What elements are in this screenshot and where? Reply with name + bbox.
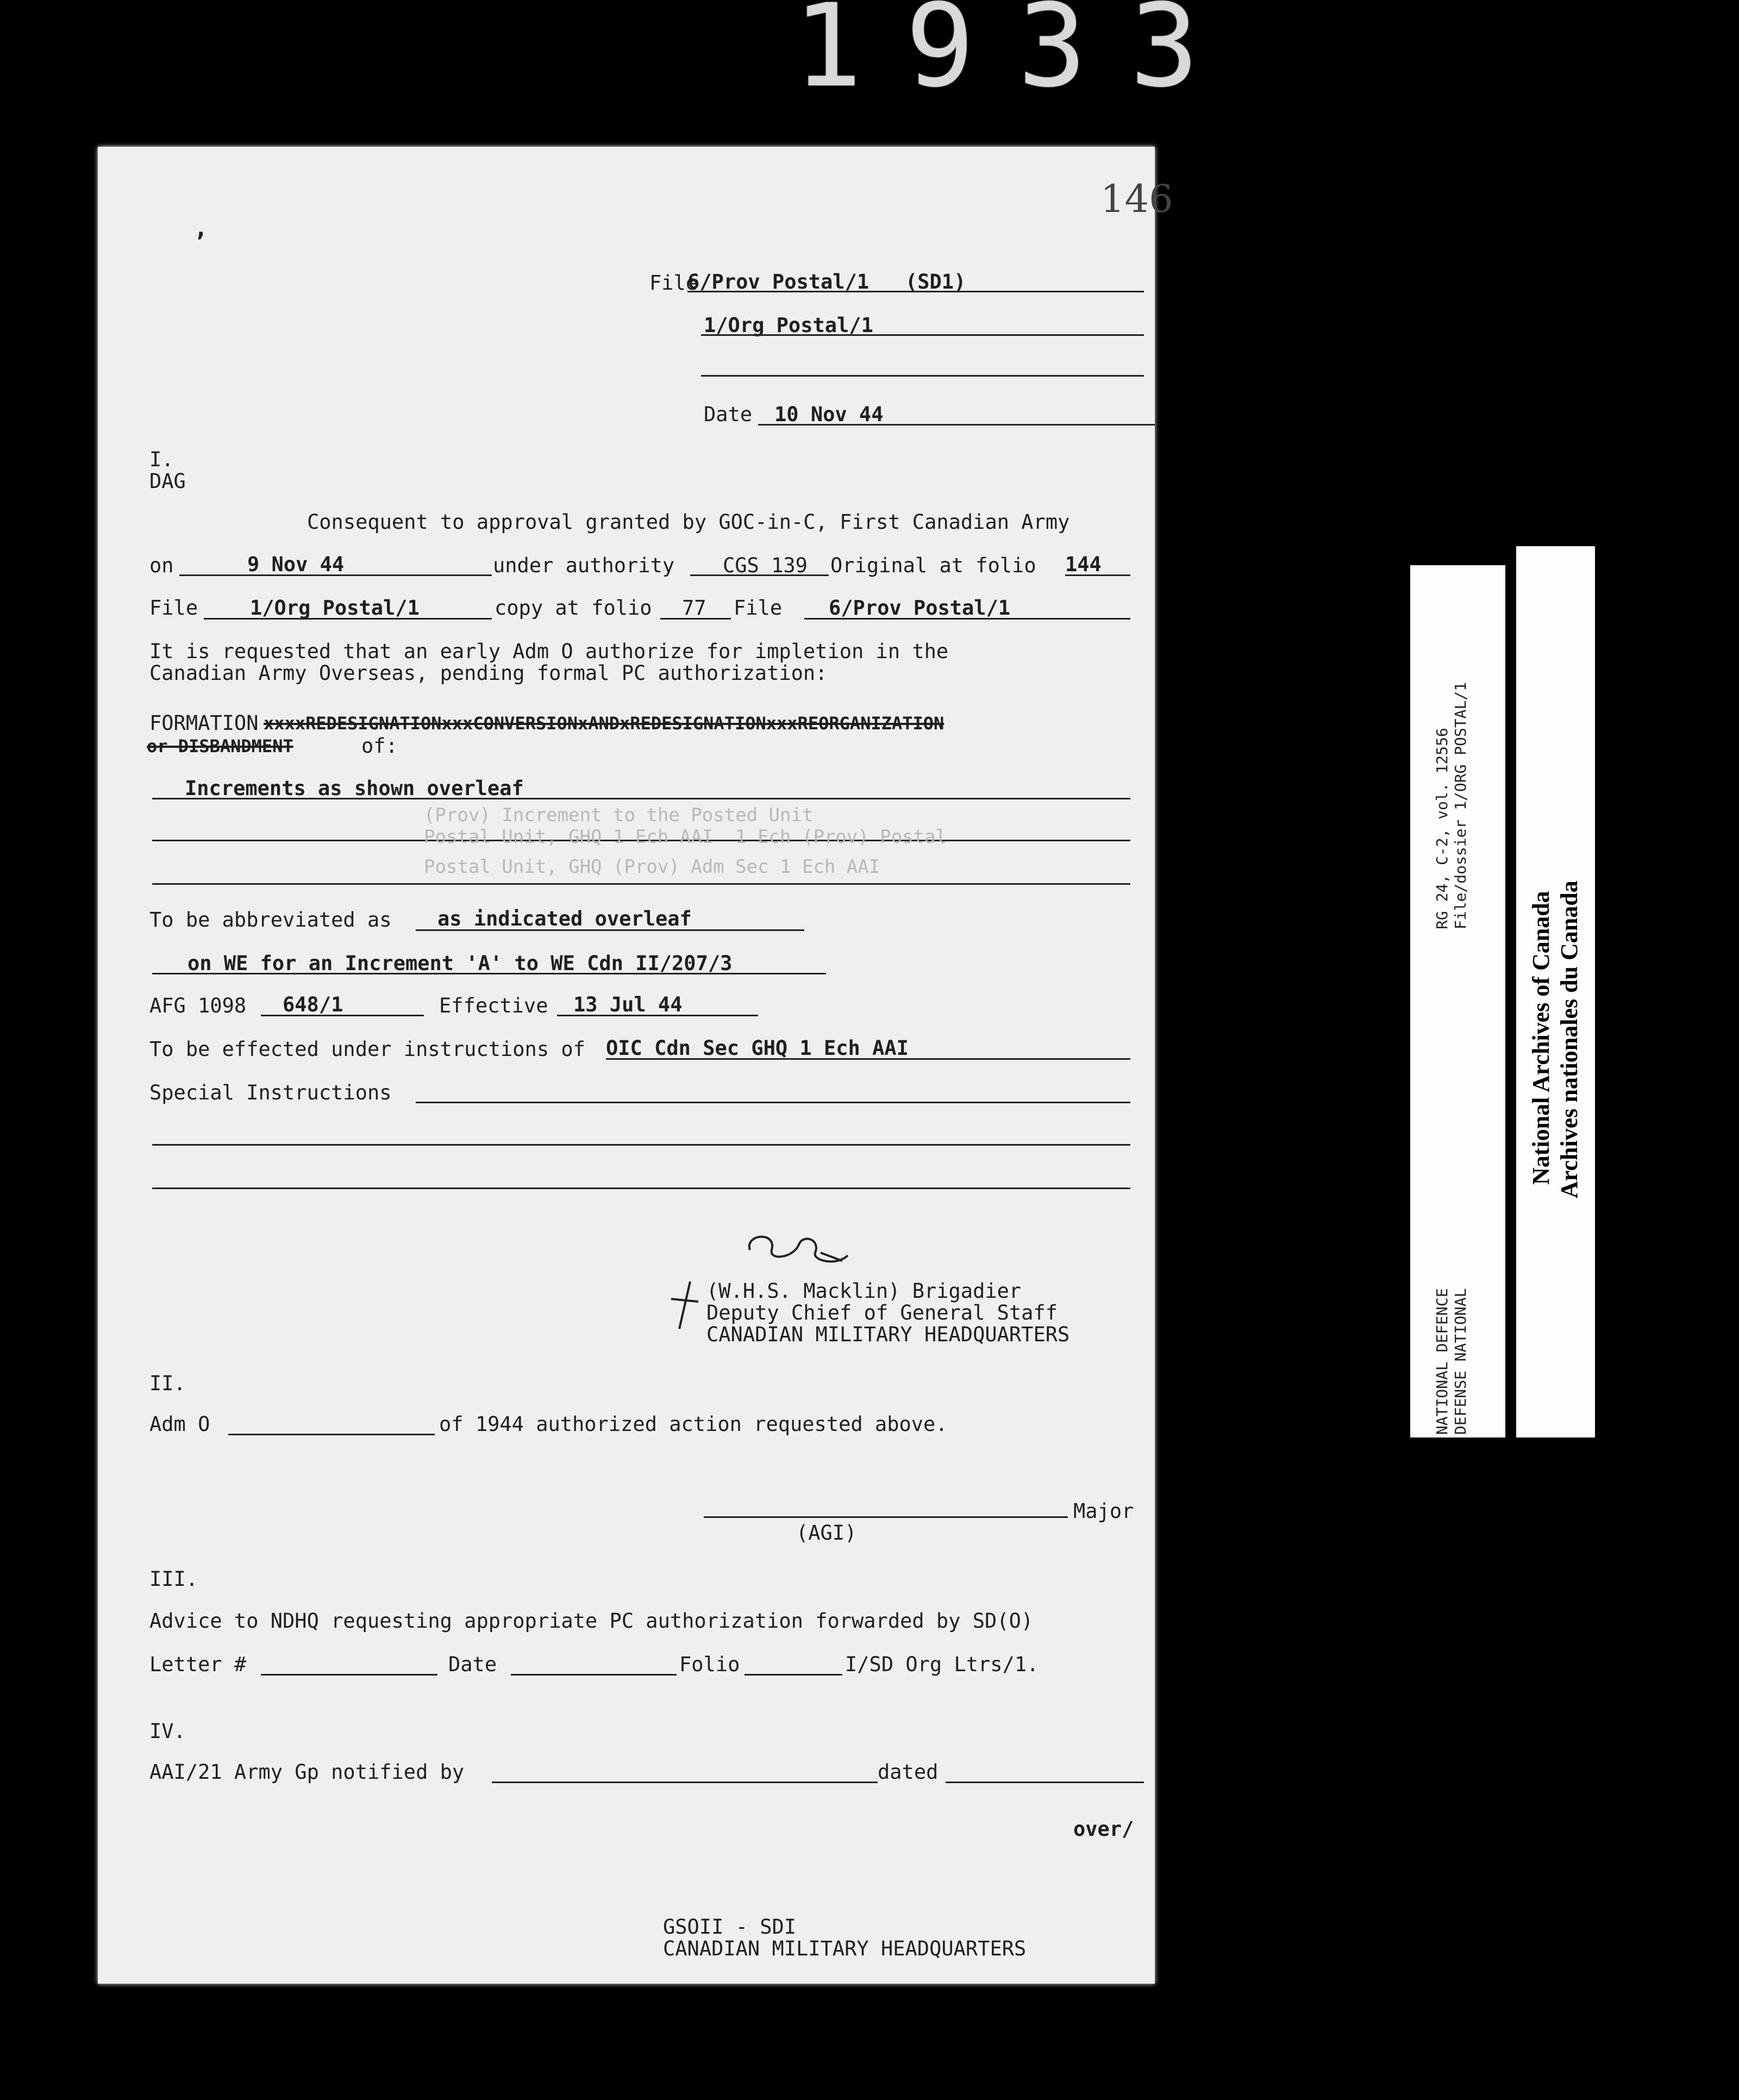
signature-mark: [668, 1277, 701, 1332]
archive-name-en: National Archives of Canada: [1528, 891, 1554, 1185]
formation-label: FORMATION: [149, 711, 259, 735]
section-2-numeral: II.: [149, 1372, 186, 1395]
original-label: Original at folio: [830, 554, 1036, 577]
footer-line-1: GSOII - SDI: [663, 1915, 797, 1939]
we-line: on WE for an Increment 'A' to WE Cdn II/207/3: [187, 952, 733, 975]
archive-ref-line-1: RG 24, C-2, vol. 12556: [1433, 728, 1451, 929]
signature-line-2: Deputy Chief of General Staff: [706, 1301, 1058, 1324]
request-line-2: Canadian Army Overseas, pending formal PC authorization:: [149, 661, 828, 685]
abbrev-value: as indicated overleaf: [437, 907, 692, 930]
effected-value: OIC Cdn Sec GHQ 1 Ech AAI: [606, 1036, 909, 1060]
disbandment-struck: or DISBANDMENT: [147, 736, 293, 757]
department-line-2: DEFENSE NATIONAL: [1452, 1288, 1469, 1435]
bleed-through-text: Postal Unit, GHQ (Prov) Adm Sec 1 Ech AAI: [424, 856, 880, 878]
afg-label: AFG 1098: [149, 994, 247, 1017]
document-sheet: [98, 147, 1173, 1984]
original-value: 144: [1065, 553, 1102, 576]
folio-ref: I/SD Org Ltrs/1.: [845, 1653, 1039, 1676]
on-value: 9 Nov 44: [247, 553, 345, 576]
special-label: Special Instructions: [149, 1081, 392, 1104]
section-4-numeral: IV.: [149, 1720, 186, 1743]
office: (AGI): [796, 1521, 857, 1545]
increments-value: Increments as shown overleaf: [185, 777, 524, 800]
archive-reference-tag: [1410, 565, 1505, 1438]
header-date-value: 10 Nov 44: [774, 403, 884, 426]
bleed-through-text: (Prov) Increment to the Posted Unit: [424, 804, 814, 826]
afg-value: 648/1: [283, 993, 343, 1016]
archive-name-tag: [1516, 546, 1595, 1438]
copy-value: 77: [682, 596, 706, 620]
effected-label: To be effected under instructions of: [149, 1038, 585, 1061]
footer-line-2: CANADIAN MILITARY HEADQUARTERS: [663, 1937, 1027, 1960]
adm-label: Adm O: [149, 1412, 210, 1436]
on-label: on: [149, 554, 174, 577]
copy-label: copy at folio: [495, 596, 652, 620]
section-1-numeral: I.: [149, 448, 174, 471]
section-2-text: of 1944 authorized action requested above.: [439, 1412, 948, 1436]
frame-number: 1933: [793, 0, 1242, 112]
folio-mark: 146: [1100, 177, 1173, 221]
section-3-numeral: III.: [149, 1567, 198, 1591]
authority-value: CGS 139: [723, 554, 808, 577]
iii-date-label: Date: [448, 1653, 497, 1676]
file-label: File: [149, 596, 198, 620]
effective-label: Effective: [439, 994, 548, 1017]
header-file-no-2: 1/Org Postal/1: [704, 314, 873, 337]
header-file-label: File: [649, 271, 698, 295]
section-1-intro: Consequent to approval granted by GOC-in-C, First Canadian Army: [307, 510, 1070, 534]
of-label: of:: [361, 734, 398, 758]
file2-value: 6/Prov Postal/1: [829, 596, 1011, 620]
file-value: 1/Org Postal/1: [250, 596, 420, 620]
abbrev-label: To be abbreviated as: [149, 908, 392, 932]
formation-struck: xxxxREDESIGNATIONxxxCONVERSIONxANDxREDESIGNATIONxxxREORGANIZATION: [264, 713, 944, 734]
letter-label: Letter #: [149, 1653, 247, 1676]
request-line-1: It is requested that an early Adm O authorize for impletion in the: [149, 640, 949, 663]
signature-line-1: (W.H.S. Macklin) Brigadier: [706, 1279, 1022, 1303]
section-1-addressee: DAG: [149, 470, 186, 493]
archive-name-fr: Archives nationales du Canada: [1556, 880, 1582, 1198]
header-date-label: Date: [704, 403, 753, 426]
signature-line-3: CANADIAN MILITARY HEADQUARTERS: [706, 1323, 1070, 1346]
department-line-1: NATIONAL DEFENCE: [1433, 1288, 1451, 1435]
rank: Major: [1073, 1499, 1134, 1523]
authority-label: under authority: [493, 554, 675, 577]
effective-value: 13 Jul 44: [573, 993, 683, 1016]
initials-signature: [739, 1228, 864, 1277]
archive-ref-line-2: File/dossier 1/ORG POSTAL/1: [1452, 682, 1469, 929]
dated-label: dated: [878, 1760, 939, 1784]
file2-label: File: [734, 596, 783, 620]
bleed-through-text: Postal Unit, GHQ 1 Ech AAI 1 Ech (Prov) Postal: [424, 826, 947, 848]
notified-label: AAI/21 Army Gp notified by: [149, 1760, 465, 1784]
folio-label: Folio: [679, 1653, 740, 1676]
header-file-no-1: 6/Prov Postal/1 (SD1): [687, 270, 966, 293]
corner-mark: ʼ: [193, 228, 208, 256]
section-3-text: Advice to NDHQ requesting appropriate PC authorization forwarded by SD(O): [149, 1609, 1034, 1633]
over-mark: over/: [1073, 1817, 1134, 1841]
